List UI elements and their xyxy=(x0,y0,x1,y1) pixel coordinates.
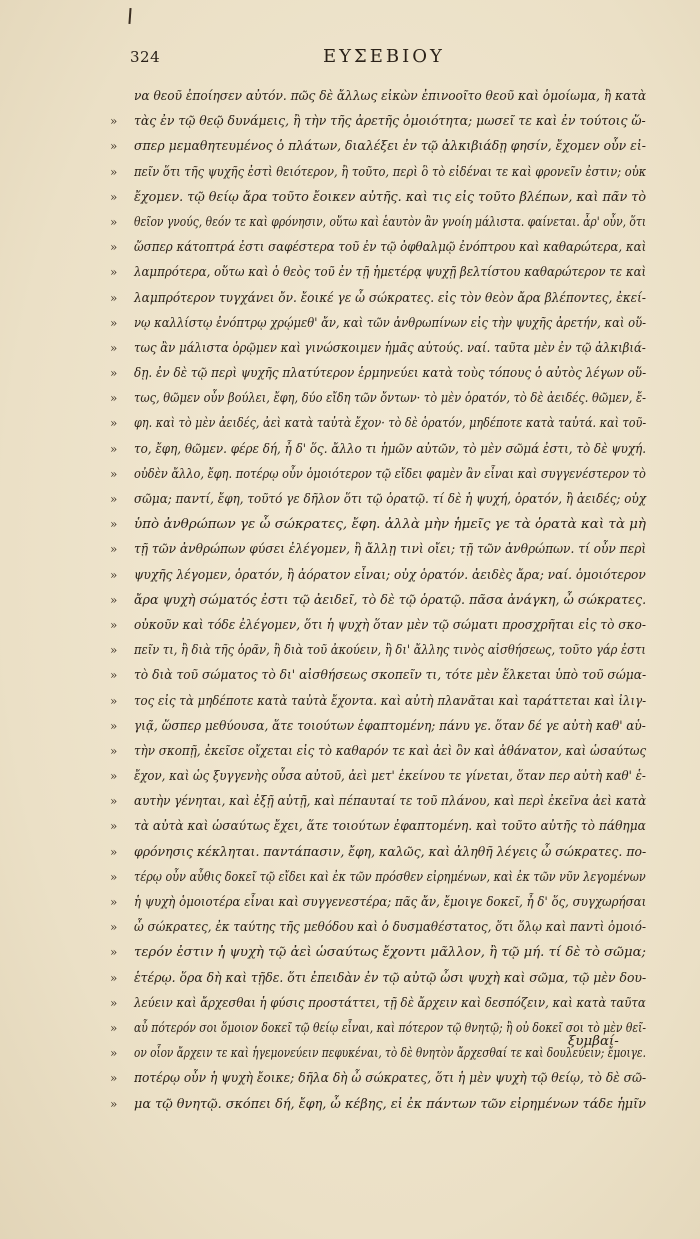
line-text: το, ἔφη, θῶμεν. φέρε δή, ἦ δ' ὅς. ἄλλο τι ἡμῶν αὐτῶν, τὸ μὲν σῶμά ἐστι, τὸ δὲ ψυχή. xyxy=(134,441,647,457)
quotation-mark: » xyxy=(110,920,118,935)
quotation-mark: » xyxy=(110,114,118,129)
text-line xyxy=(110,185,650,210)
line-text: αυτὴν γένηται, καὶ ἐξῇ αὐτῇ, καὶ πέπαυταί τε τοῦ πλάνου, καὶ περὶ ἐκεῖνα ἀεὶ κατὰ xyxy=(134,794,647,810)
line-text: τὸ διὰ τοῦ σώματος τὸ δι' αἰσθήσεως σκοπεῖν τι, τότε μὲν ἕλκεται ὑπὸ τοῦ σώμα- xyxy=(134,668,647,684)
quotation-mark: » xyxy=(110,1046,118,1061)
quotation-mark: » xyxy=(110,391,118,406)
quotation-mark: » xyxy=(110,265,118,280)
text-line xyxy=(110,890,650,915)
line-text: τως ἂν μάλιστα ὁρῷμεν καὶ γινώσκοιμεν ἡμᾶς αὐτούς. ναί. ταῦτα μὲν ἐν τῷ ἀλκιβιά- xyxy=(134,340,646,356)
line-text: πεῖν τι, ἢ διὰ τῆς ὁρᾶν, ἢ διὰ τοῦ ἀκούειν, ἢ δι' ἄλλης τινὸς αἰσθήσεως, τοῦτο γάρ ἐστι xyxy=(134,643,646,659)
text-line xyxy=(110,411,650,436)
text-line xyxy=(110,386,650,411)
line-text: ον οἷον ἄρχειν τε καὶ ἡγεμονεύειν πεφυκέναι, τὸ δὲ θνητὸν ἄρχεσθαί τε καὶ δουλεύειν; ἔμοιγε. xyxy=(134,1046,646,1062)
line-text: τὴν σκοπῇ, ἐκεῖσε οἴχεται εἰς τὸ καθαρόν τε καὶ ἀεὶ ὂν καὶ ἀθάνατον, καὶ ὡσαύτως xyxy=(134,743,647,759)
catchword: ξυμβαί- xyxy=(568,1034,619,1049)
quotation-mark: » xyxy=(110,1020,118,1035)
quotation-mark: » xyxy=(110,517,118,532)
line-text: μα τῷ θνητῷ. σκόπει δή, ἔφη, ὦ κέβης, εἰ ἐκ πάντων τῶν εἰρημένων τάδε ἡμῖν xyxy=(134,1096,646,1112)
text-line xyxy=(110,1092,650,1117)
line-text: ἑτέρῳ. ὅρα δὴ καὶ τῇδε. ὅτι ἐπειδὰν ἐν τῷ αὐτῷ ὦσι ψυχὴ καὶ σῶμα, τῷ μὲν δου- xyxy=(134,970,647,986)
quotation-mark: » xyxy=(110,844,118,859)
line-text: ὥσπερ κάτοπτρά ἐστι σαφέστερα τοῦ ἐν τῷ ὀφθαλμῷ ἐνόπτρου καὶ καθαρώτερα, καὶ xyxy=(134,240,647,256)
line-text: ἄρα ψυχὴ σώματός ἐστι τῷ ἀειδεῖ, τὸ δὲ τῷ ὁρατῷ. πᾶσα ἀνάγκη, ὦ σώκρατες. xyxy=(134,592,647,608)
text-line xyxy=(110,160,650,185)
quotation-mark: » xyxy=(110,542,118,557)
line-text: φη. καὶ τὸ μὲν ἀειδές, ἀεὶ κατὰ ταὐτὰ ἔχον· τὸ δὲ ὁρατόν, μηδέποτε κατὰ ταὐτά. καὶ τοῦ- xyxy=(134,416,647,432)
line-text: θεῖον γνούς, θεόν τε καὶ φρόνησιν, οὕτω καὶ ἑαυτὸν ἂν γνοίη μάλιστα. φαίνεται. ἆρ' οὖν, ὅτι xyxy=(134,214,647,230)
text-line xyxy=(110,210,650,235)
text-line xyxy=(110,235,650,260)
quotation-mark: » xyxy=(110,592,118,607)
line-text: γιᾷ, ὥσπερ μεθύουσα, ἅτε τοιούτων ἐφαπτομένη; πάνυ γε. ὅταν δέ γε αὐτὴ καθ' αὑ- xyxy=(134,718,646,734)
text-line xyxy=(110,336,650,361)
line-text: τερόν ἐστιν ἡ ψυχὴ τῷ ἀεὶ ὡσαύτως ἔχοντι μᾶλλον, ἢ τῷ μή. τί δὲ τὸ σῶμα; xyxy=(134,945,646,961)
main-text xyxy=(110,84,650,1117)
quotation-mark: » xyxy=(110,340,118,355)
quotation-mark: » xyxy=(110,214,118,229)
line-text: λαμπρότερα, οὕτω καὶ ὁ θεὸς τοῦ ἐν τῇ ἡμετέρᾳ ψυχῇ βελτίστου καθαρώτερον τε καὶ xyxy=(134,265,647,281)
line-text: οὐδὲν ἄλλο, ἔφη. ποτέρῳ οὖν ὁμοιότερον τῷ εἴδει φαμὲν ἂν εἶναι καὶ συγγενέστερον τὸ xyxy=(134,466,646,482)
text-line xyxy=(110,361,650,386)
quotation-mark: » xyxy=(110,869,118,884)
text-line xyxy=(110,663,650,688)
line-text: τέρῳ οὖν αὖθις δοκεῖ τῷ εἴδει καὶ ἐκ τῶν πρόσθεν εἰρημένων, καὶ ἐκ τῶν νῦν λεγομένων xyxy=(134,869,646,885)
line-text: σπερ μεμαθητευμένος ὁ πλάτων, διαλέξει ἐν τῷ ἀλκιβιάδῃ φησίν, ἔχομεν οὖν εἰ- xyxy=(134,139,646,155)
page-number: 324 xyxy=(130,48,161,66)
quotation-mark: » xyxy=(110,995,118,1010)
line-text: ψυχῆς λέγομεν, ὁρατόν, ἢ ἀόρατον εἶναι; οὐχ ὁρατόν. ἀειδὲς ἄρα; ναί. ὁμοιότερον xyxy=(134,567,646,583)
quotation-mark: » xyxy=(110,769,118,784)
text-line xyxy=(110,109,650,134)
quotation-mark: » xyxy=(110,1071,118,1086)
line-text: τως, θῶμεν οὖν βούλει, ἔφη, δύο εἴδη τῶν ὄντων· τὸ μὲν ὁρατόν, τὸ δὲ ἀειδές. θῶμεν, ἔ- xyxy=(134,391,646,407)
quotation-mark: » xyxy=(110,366,118,381)
quotation-mark: » xyxy=(110,1096,118,1111)
quotation-mark: » xyxy=(110,895,118,909)
text-line xyxy=(110,134,650,159)
text-line xyxy=(110,563,650,588)
text-line xyxy=(110,537,650,562)
line-text: πεῖν ὅτι τῆς ψυχῆς ἐστὶ θειότερον, ἢ τοῦτο, περὶ ὃ τὸ εἰδέναι τε καὶ φρονεῖν ἐστιν; οὐκ xyxy=(134,164,647,180)
text-line xyxy=(110,966,650,991)
line-text: σῶμα; παντί, ἔφη, τοῦτό γε δῆλον ὅτι τῷ ὁρατῷ. τί δὲ ἡ ψυχή, ὁρατόν, ἢ ἀειδές; οὐχ xyxy=(134,492,646,507)
quotation-mark: » xyxy=(110,416,118,431)
text-line xyxy=(110,512,650,537)
line-text: τὰ αὐτὰ καὶ ὡσαύτως ἔχει, ἅτε τοιούτων ἐφαπτομένη. καὶ τοῦτο αὐτῆς τὸ πάθημα xyxy=(134,819,646,835)
text-line xyxy=(110,865,650,890)
quotation-mark: » xyxy=(110,718,118,733)
text-line xyxy=(110,462,650,487)
quotation-mark: » xyxy=(110,668,118,683)
text-line xyxy=(110,84,650,109)
quotation-mark: » xyxy=(110,189,118,204)
quotation-mark: » xyxy=(110,567,118,582)
text-line xyxy=(110,286,650,311)
quotation-mark: » xyxy=(110,970,118,985)
quotation-mark: » xyxy=(110,617,118,632)
line-text: λαμπρότερον τυγχάνει ὄν. ἔοικέ γε ὦ σώκρατες. εἰς τὸν θεὸν ἄρα βλέποντες, ἐκεί- xyxy=(134,290,647,306)
quotation-mark: » xyxy=(110,643,118,658)
quotation-mark: » xyxy=(110,945,118,960)
line-text: ὦ σώκρατες, ἐκ ταύτης τῆς μεθόδου καὶ ὁ δυσμαθέστατος, ὅτι ὅλῳ καὶ παντὶ ὁμοιό- xyxy=(134,920,646,936)
text-line xyxy=(110,588,650,613)
quotation-mark: » xyxy=(110,290,118,305)
line-text: ἔχον, καὶ ὡς ξυγγενὴς οὖσα αὐτοῦ, ἀεὶ μετ' ἐκείνου τε γίνεται, ὅταν περ αὐτὴ καθ' ἑ- xyxy=(134,769,646,785)
quotation-mark: » xyxy=(110,240,118,255)
text-line xyxy=(110,739,650,764)
text-line xyxy=(110,487,650,512)
quotation-mark: » xyxy=(110,441,118,456)
text-line xyxy=(110,714,650,739)
line-text: αὖ πότερόν σοι ὅμοιον δοκεῖ τῷ θείῳ εἶναι, καὶ πότερον τῷ θνητῷ; ἢ οὐ δοκεῖ σοι τὸ μὲν θεῖ- xyxy=(134,1020,646,1036)
quotation-mark: » xyxy=(110,315,118,330)
quotation-mark: » xyxy=(110,164,118,179)
text-line xyxy=(110,991,650,1016)
line-text: ἡ ψυχὴ ὁμοιοτέρα εἶναι καὶ συγγενεστέρα; πᾶς ἄν, ἔμοιγε δοκεῖ, ἦ δ' ὅς, συγχωρήσαι xyxy=(134,895,647,910)
text-line xyxy=(110,613,650,638)
text-line xyxy=(110,789,650,814)
page-mark xyxy=(128,8,131,24)
text-line xyxy=(110,840,650,865)
running-title: ΕΥΣΕΒΙΟΥ xyxy=(323,46,445,67)
text-line xyxy=(110,764,650,789)
line-text: οὐκοῦν καὶ τόδε ἐλέγομεν, ὅτι ἡ ψυχὴ ὅταν μὲν τῷ σώματι προσχρῆται εἰς τὸ σκο- xyxy=(134,617,646,633)
line-text: τὰς ἐν τῷ θεῷ δυνάμεις, ἢ τὴν τῆς ἀρετῆς ὁμοιότητα; μωσεῖ τε καὶ ἐν τούτοις ὥ- xyxy=(134,114,646,130)
quotation-mark: » xyxy=(110,466,118,481)
line-text: τος εἰς τὰ μηδέποτε κατὰ ταὐτὰ ἔχοντα. καὶ αὐτὴ πλανᾶται καὶ ταράττεται καὶ ἰλιγ- xyxy=(134,693,647,709)
line-text: τῇ τῶν ἀνθρώπων φύσει ἐλέγομεν, ἢ ἄλλῃ τινὶ οἴει; τῇ τῶν ἀνθρώπων. τί οὖν περὶ xyxy=(134,542,647,558)
line-text: φρόνησις κέκληται. παντάπασιν, ἔφη, καλῶς, καὶ ἀληθῆ λέγεις ὦ σώκρατες. πο- xyxy=(134,844,647,860)
page-header xyxy=(0,48,700,72)
line-text: λεύειν καὶ ἄρχεσθαι ἡ φύσις προστάττει, τῇ δὲ ἄρχειν καὶ δεσπόζειν, καὶ κατὰ ταῦτα xyxy=(134,995,646,1011)
text-line xyxy=(110,638,650,663)
line-text: δῃ. ἐν δὲ τῷ περὶ ψυχῆς πλατύτερον ἑρμηνεύει κατὰ τοὺς τόπους ὁ αὐτὸς λέγων οὕ- xyxy=(134,366,647,382)
text-line xyxy=(110,814,650,839)
quotation-mark: » xyxy=(110,492,118,506)
quotation-mark: » xyxy=(110,794,118,809)
line-text: ὑπὸ ἀνθρώπων γε ὦ σώκρατες, ἔφη. ἀλλὰ μὴν ἡμεῖς γε τὰ ὁρατὰ καὶ τὰ μὴ xyxy=(134,517,647,533)
text-line xyxy=(110,940,650,965)
line-text: ἔχομεν. τῷ θείῳ ἄρα τοῦτο ἔοικεν αὐτῆς. καὶ τις εἰς τοῦτο βλέπων, καὶ πᾶν τὸ xyxy=(134,189,647,205)
text-line xyxy=(110,915,650,940)
line-text: νῳ καλλίστῳ ἐνόπτρῳ χρῴμεθ' ἄν, καὶ τῶν ἀνθρωπίνων εἰς τὴν ψυχῆς ἀρετήν, καὶ οὕ- xyxy=(134,315,647,331)
text-line xyxy=(110,689,650,714)
text-line xyxy=(110,437,650,462)
line-text: να θεοῦ ἐποίησεν αὐτόν. πῶς δὲ ἄλλως εἰκὼν ἐπινοοῖτο θεοῦ καὶ ὁμοίωμα, ἢ κατὰ xyxy=(134,89,647,104)
quotation-mark: » xyxy=(110,693,118,708)
quotation-mark: » xyxy=(110,743,118,758)
quotation-mark: » xyxy=(110,819,118,834)
text-line xyxy=(110,311,650,336)
text-line xyxy=(110,1066,650,1091)
line-text: ποτέρῳ οὖν ἡ ψυχὴ ἔοικε; δῆλα δὴ ὦ σώκρατες, ὅτι ἡ μὲν ψυχὴ τῷ θείῳ, τὸ δὲ σῶ- xyxy=(134,1071,647,1087)
text-line xyxy=(110,260,650,285)
quotation-mark: » xyxy=(110,139,118,154)
